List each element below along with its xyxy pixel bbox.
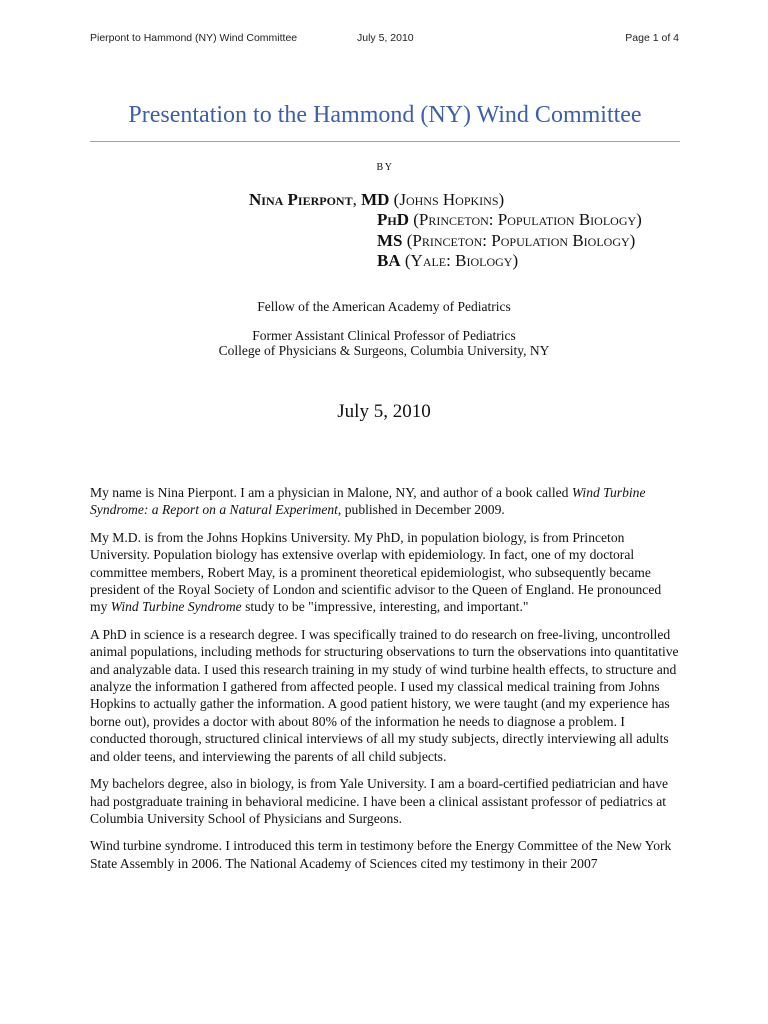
md-institution: (Johns Hopkins) [393, 190, 505, 209]
degree-ba: BA [377, 251, 401, 270]
ba-institution: (Yale: Biology) [404, 251, 519, 270]
author-credential-ba [377, 251, 518, 271]
paragraph-research: A PhD in science is a research degree. I was specifically trained to do research on free-living, uncontrolled animal populations, including methods for structuring observations to turn the observations into quantitative and analyzable data. I used this research training in my study of wind turbine health effects, to structure and analyze the information I gathered from affected people. I used my classical medical training from Johns Hopkins to actually gather the information. A good patient history, we were taught (and my experience has borne out), provides a doctor with about 80% of the information he needs to diagnose a problem. I conducted thorough, structured clinical interviews of all my study subjects, directly interviewing all adults and older teens, and interviewing the parents of all child subjects. [90, 626, 679, 764]
paragraph-intro: My name is Nina Pierpont. I am a physician in Malone, NY, and author of a book called Wind Turbine Syndrome: a Report on a Natural Experiment, published in December 2009. [90, 485, 646, 518]
author-credential-ms [377, 231, 635, 251]
paragraph-education: My M.D. is from the Johns Hopkins University. My PhD, in population biology, is from Princeton University. Population biology has extensive overlap with epidemiology. In fact, one of my doctoral committee members, Robert May, is a prominent theoretical epidemiologist, who subsequently became president of the Royal Society of London and scientific advisor to the Queen of England. He pronounced my Wind Turbine Syndrome study to be "impressive, interesting, and important." [90, 529, 662, 615]
paragraph-bachelors: My bachelors degree, also in biology, is from Yale University. I am a board-certified pediatrician and have had postgraduate training in behavioral medicine. I have been a clinical assistant professor of pediatrics at Columbia University School of Physicians and Surgeons. [90, 776, 669, 826]
degree-phd: PhD [377, 210, 409, 229]
paragraph-wind-turbine-syndrome: Wind turbine syndrome. I introduced this term in testimony before the Energy Committee of the New York State Assembly in 2006. The National Academy of Sciences cited my testimony in their 2007 [90, 838, 672, 871]
study-title: Wind Turbine Syndrome [110, 599, 242, 615]
document-title: Presentation to the Hammond (NY) Wind Committee [128, 102, 642, 128]
degree-md: MD [361, 190, 390, 209]
author-name: Nina Pierpont [249, 190, 353, 209]
ms-institution: (Princeton: Population Biology) [406, 231, 636, 250]
body-text [90, 484, 680, 882]
degree-ms: MS [377, 231, 403, 250]
affiliation-former-institution: College of Physicians & Surgeons, Columbia University, NY [218, 343, 550, 358]
byline: BY [376, 162, 394, 173]
author-credential-phd [377, 210, 642, 230]
running-header-date: July 5, 2010 [357, 32, 414, 44]
page-number: Page 1 of 4 [625, 32, 679, 44]
running-header-title: Pierpont to Hammond (NY) Wind Committee [90, 32, 298, 44]
affiliation-fellow: Fellow of the American Academy of Pediatrics [257, 299, 511, 314]
author-credential-md: Nina Pierpont, MD (Johns Hopkins) [249, 190, 505, 209]
book-title: Wind Turbine Syndrome: a Report on a Natural Experiment [90, 485, 646, 518]
affiliation-former-title: Former Assistant Clinical Professor of Pediatrics [252, 328, 516, 343]
presentation-date: July 5, 2010 [337, 401, 431, 422]
phd-institution: (Princeton: Population Biology) [413, 210, 642, 229]
title-rule [90, 141, 680, 142]
